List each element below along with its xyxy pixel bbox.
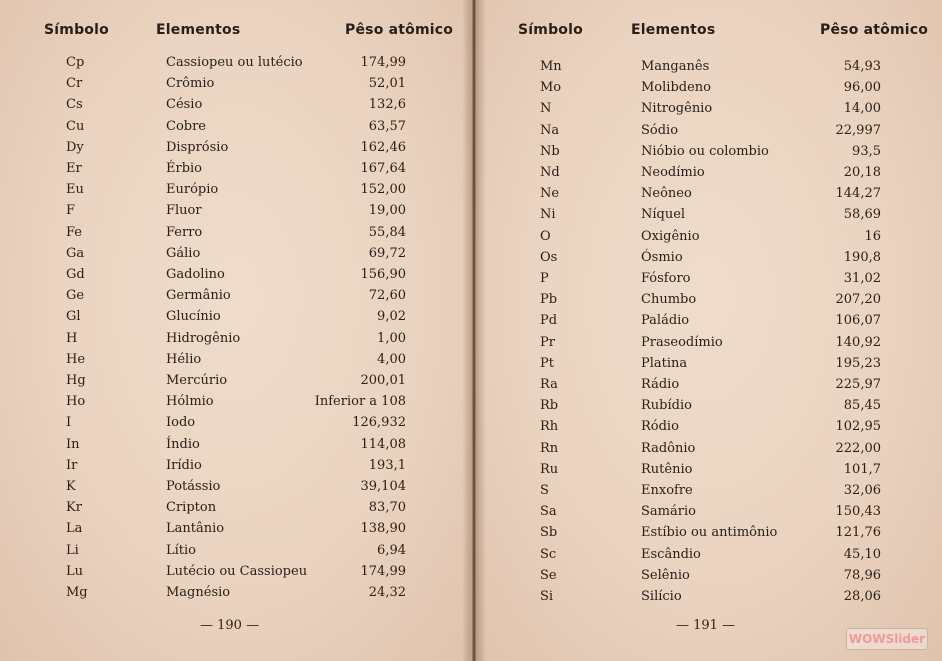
atomic-weight: 52,01 <box>368 76 406 92</box>
element-name: Praseodímio <box>641 334 723 350</box>
atomic-weight: 4,00 <box>377 351 406 367</box>
element-name: Fluor <box>166 203 202 219</box>
atomic-weight: 222,00 <box>835 440 881 456</box>
element-symbol: Mg <box>66 585 88 600</box>
element-symbol: Hg <box>66 373 86 388</box>
element-row <box>0 544 942 565</box>
element-name: Magnésio <box>166 585 231 600</box>
element-symbol: S <box>540 483 549 498</box>
element-name: Germânio <box>166 288 231 304</box>
element-name: Escândio <box>641 546 701 562</box>
atomic-weight: 102,95 <box>835 419 881 435</box>
atomic-weight: 138,90 <box>360 521 406 537</box>
element-symbol: Ge <box>66 288 85 304</box>
element-symbol: Se <box>540 567 557 583</box>
element-name: Cobre <box>166 118 207 134</box>
element-symbol: Ru <box>540 461 559 477</box>
element-row <box>0 522 942 543</box>
atomic-weight: 32,06 <box>843 483 881 498</box>
element-symbol: Pr <box>540 334 555 350</box>
element-symbol: K <box>66 479 76 494</box>
element-name: Potássio <box>166 479 221 494</box>
element-name: Radônio <box>641 440 696 456</box>
element-symbol: Sc <box>540 546 557 562</box>
element-row <box>0 586 942 607</box>
element-name: Rádio <box>641 377 680 392</box>
element-symbol: Lu <box>66 563 84 579</box>
element-name: Sódio <box>641 122 679 138</box>
atomic-weight: 16 <box>864 228 881 244</box>
atomic-weight: 63,57 <box>368 118 406 134</box>
element-symbol: Na <box>540 122 560 138</box>
element-name: Oxigênio <box>641 228 700 244</box>
element-name: Nióbio ou colombio <box>641 143 769 159</box>
element-name: Manganês <box>641 59 710 74</box>
element-name: Samário <box>641 504 696 520</box>
element-symbol: Pt <box>540 355 554 371</box>
element-symbol: Sa <box>540 504 557 520</box>
element-row <box>0 395 942 416</box>
element-row <box>0 374 942 395</box>
element-symbol: Nd <box>540 165 560 180</box>
element-symbol: Pd <box>540 313 558 329</box>
element-name: Nitrogênio <box>641 101 713 117</box>
atomic-weight: 55,84 <box>368 224 406 240</box>
element-row <box>0 416 942 437</box>
element-name: Rubídio <box>641 398 692 414</box>
element-name: Paládio <box>641 313 690 329</box>
element-name: Lutécio ou Cassiopeu <box>166 563 308 579</box>
element-symbol: P <box>540 271 549 286</box>
atomic-weight: 114,08 <box>360 436 406 452</box>
element-row <box>0 226 942 247</box>
element-symbol: Sb <box>540 525 558 541</box>
atomic-weight: 225,97 <box>835 377 881 392</box>
element-name: Ósmio <box>641 249 683 265</box>
right-header-weight: Pêso atômico <box>820 22 929 38</box>
atomic-weight: 126,932 <box>352 415 406 431</box>
atomic-weight: 39,104 <box>360 479 406 494</box>
element-name: Hélio <box>166 351 202 367</box>
element-name: Lantânio <box>166 521 225 537</box>
atomic-weight: 152,00 <box>360 182 406 198</box>
element-symbol: Kr <box>66 500 82 516</box>
atomic-weight: Inferior a 108 <box>314 394 406 410</box>
atomic-weight: 144,27 <box>835 186 881 202</box>
element-name: Rutênio <box>641 461 693 477</box>
element-symbol: O <box>540 228 551 244</box>
element-name: Európio <box>166 182 219 198</box>
atomic-weight: 190,8 <box>843 249 881 265</box>
element-symbol: Er <box>66 161 82 176</box>
element-row <box>0 162 942 183</box>
right-header-element: Elementos <box>631 22 716 38</box>
element-row <box>0 459 942 480</box>
element-name: Césio <box>166 97 203 113</box>
element-name: Silício <box>641 589 682 604</box>
element-name: Neodímio <box>641 165 705 180</box>
atomic-weight: 207,20 <box>835 292 881 308</box>
atomic-weight: 93,5 <box>852 143 881 159</box>
atomic-weight: 121,76 <box>835 525 881 541</box>
atomic-weight: 72,60 <box>368 288 406 304</box>
element-row <box>0 141 942 162</box>
element-name: Selênio <box>641 567 690 583</box>
atomic-weight: 167,64 <box>360 161 406 176</box>
element-symbol: Gl <box>66 309 81 325</box>
atomic-weight: 9,02 <box>377 309 406 325</box>
element-name: Disprósio <box>166 139 229 155</box>
element-name: Iodo <box>166 415 196 431</box>
element-symbol: Ne <box>540 186 560 202</box>
element-name: Neôneo <box>641 186 692 202</box>
element-symbol: Pb <box>540 292 558 308</box>
atomic-weight: 195,23 <box>835 355 881 371</box>
atomic-weight: 54,93 <box>843 59 881 74</box>
element-symbol: Mo <box>540 80 562 96</box>
atomic-weight: 174,99 <box>360 563 406 579</box>
element-symbol: Cu <box>66 118 85 134</box>
element-row <box>0 438 942 459</box>
element-symbol: Rb <box>540 398 559 414</box>
atomic-weight: 45,10 <box>843 546 881 562</box>
element-row <box>0 501 942 522</box>
left-header-symbol: Símbolo <box>44 22 109 38</box>
atomic-weight: 58,69 <box>843 207 881 223</box>
element-name: Mercúrio <box>166 373 228 388</box>
atomic-weight: 6,94 <box>377 542 406 558</box>
element-name: Gálio <box>166 245 201 261</box>
element-symbol: Rn <box>540 440 559 456</box>
element-symbol: La <box>66 521 83 537</box>
element-name: Cassiopeu ou lutécio <box>166 55 303 70</box>
element-symbol: Cp <box>66 55 85 70</box>
element-row <box>0 77 942 98</box>
left-page-number: — 190 — <box>200 618 260 633</box>
element-name: Érbio <box>166 161 203 176</box>
element-row <box>0 289 942 310</box>
element-row <box>0 98 942 119</box>
element-symbol: N <box>540 101 552 117</box>
element-name: Hidrogênio <box>166 330 241 346</box>
element-symbol: Ra <box>540 377 558 392</box>
element-row <box>0 268 942 289</box>
element-name: Estíbio ou antimônio <box>641 525 778 541</box>
element-row <box>0 247 942 268</box>
element-name: Enxofre <box>641 483 693 498</box>
left-header-element: Elementos <box>156 22 241 38</box>
atomic-weight: 20,18 <box>843 165 881 180</box>
element-symbol: Gd <box>66 267 85 282</box>
element-symbol: Cs <box>66 97 83 113</box>
element-name: Índio <box>166 436 200 452</box>
element-row <box>0 332 942 353</box>
element-name: Hólmio <box>166 394 214 410</box>
element-name: Ródio <box>641 419 679 435</box>
element-symbol: Os <box>540 249 558 265</box>
element-name: Platina <box>641 355 688 371</box>
atomic-weight: 69,72 <box>368 245 406 261</box>
atomic-weight: 1,00 <box>377 330 406 346</box>
element-name: Molibdeno <box>641 80 711 96</box>
element-symbol: Ir <box>66 457 78 473</box>
element-name: Irídio <box>166 457 202 473</box>
element-name: Chumbo <box>641 292 697 308</box>
atomic-weight: 193,1 <box>368 457 406 473</box>
element-row <box>0 120 942 141</box>
atomic-weight: 14,00 <box>843 101 881 117</box>
atomic-weight: 162,46 <box>360 139 406 155</box>
element-name: Crômio <box>166 76 215 92</box>
element-row <box>0 310 942 331</box>
left-header-weight: Pêso atômico <box>345 22 454 38</box>
atomic-weight: 22,997 <box>835 122 881 138</box>
element-symbol: Li <box>66 542 79 558</box>
right-page-number: — 191 — <box>676 618 736 633</box>
element-symbol: F <box>66 203 76 219</box>
element-symbol: Cr <box>66 76 83 92</box>
atomic-weight: 31,02 <box>843 271 881 286</box>
watermark-logo: WOWSlider <box>846 628 928 650</box>
element-symbol: Eu <box>66 182 84 198</box>
element-name: Ferro <box>166 224 203 240</box>
element-symbol: I <box>66 415 72 431</box>
element-symbol: Nb <box>540 143 560 159</box>
element-symbol: Si <box>540 589 554 604</box>
element-symbol: Mn <box>540 59 562 74</box>
element-symbol: Ga <box>66 245 85 261</box>
element-symbol: H <box>66 330 78 346</box>
element-symbol: Dy <box>66 139 84 155</box>
element-name: Glucínio <box>166 309 221 325</box>
atomic-weight: 85,45 <box>843 398 881 414</box>
atomic-weight: 106,07 <box>835 313 881 329</box>
element-symbol: Rh <box>540 419 559 435</box>
element-symbol: Ho <box>66 394 86 410</box>
atomic-weight: 101,7 <box>843 461 881 477</box>
element-name: Cripton <box>166 500 217 516</box>
atomic-weight: 132,6 <box>368 97 406 113</box>
element-row <box>0 565 942 586</box>
right-header-symbol: Símbolo <box>518 22 583 38</box>
element-name: Níquel <box>641 207 686 223</box>
atomic-weight: 156,90 <box>360 267 406 282</box>
element-row <box>0 183 942 204</box>
atomic-weight: 28,06 <box>843 589 881 604</box>
atomic-weight: 78,96 <box>843 567 881 583</box>
atomic-weight: 19,00 <box>368 203 406 219</box>
element-row <box>0 204 942 225</box>
element-symbol: Ni <box>540 207 556 223</box>
element-row <box>0 56 942 77</box>
atomic-weight: 96,00 <box>843 80 881 96</box>
atomic-weight: 174,99 <box>360 55 406 70</box>
element-name: Gadolino <box>166 267 225 282</box>
atomic-weight: 200,01 <box>360 373 406 388</box>
element-name: Fósforo <box>641 271 691 286</box>
atomic-weight: 83,70 <box>368 500 406 516</box>
element-row <box>0 353 942 374</box>
atomic-weight: 140,92 <box>835 334 881 350</box>
element-row <box>0 480 942 501</box>
element-symbol: He <box>66 351 86 367</box>
atomic-weight: 24,32 <box>368 585 406 600</box>
atomic-weight: 150,43 <box>835 504 881 520</box>
element-symbol: In <box>66 436 80 452</box>
element-symbol: Fe <box>66 224 83 240</box>
element-name: Lítio <box>166 542 196 558</box>
